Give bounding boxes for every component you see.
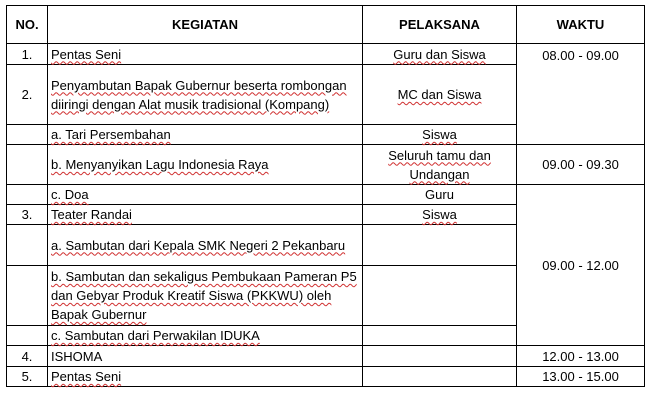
row-kegiatan-text: c. Doa <box>51 187 89 202</box>
row-kegiatan-text: Penyambutan Bapak Gubernur beserta rombongan diiringi dengan Alat musik tradisional (Kompang) <box>51 77 347 112</box>
schedule-table <box>6 5 645 387</box>
row-pelaksana <box>363 346 517 367</box>
waktu-cell: 09.00 - 12.00 <box>517 185 645 346</box>
row-pelaksana <box>363 367 517 387</box>
row-kegiatan-text: Teater Randai <box>51 207 132 222</box>
row-no: 1. <box>7 44 48 65</box>
row-pelaksana <box>363 125 517 145</box>
row-pelaksana <box>363 205 517 225</box>
row-pelaksana <box>363 145 517 185</box>
waktu-cell: 09.00 - 09.30 <box>517 145 645 185</box>
row-pelaksana-text: Siswa <box>422 207 457 222</box>
row-no <box>7 125 48 145</box>
waktu-cell: 12.00 - 13.00 <box>517 346 645 367</box>
row-pelaksana-text: Siswa <box>422 127 457 142</box>
row-no <box>7 185 48 205</box>
row-no: 3. <box>7 205 48 225</box>
row-kegiatan <box>48 145 363 185</box>
row-pelaksana-text: Guru dan Siswa <box>393 46 486 62</box>
header-kegiatan: KEGIATAN <box>48 6 363 44</box>
table-row <box>7 145 645 185</box>
row-kegiatan <box>48 266 363 326</box>
row-kegiatan-text: Pentas Seni <box>51 369 122 384</box>
row-kegiatan <box>48 367 363 387</box>
row-kegiatan-text: a. Tari Persembahan <box>51 127 171 142</box>
row-pelaksana: Guru <box>363 185 517 205</box>
row-kegiatan-text: Pentas Seni <box>51 46 122 62</box>
row-kegiatan <box>48 326 363 346</box>
table-row <box>7 367 645 387</box>
row-pelaksana <box>363 225 517 266</box>
row-kegiatan <box>48 185 363 205</box>
row-no <box>7 145 48 185</box>
row-kegiatan <box>48 65 363 125</box>
row-kegiatan <box>48 225 363 266</box>
row-no <box>7 225 48 266</box>
row-kegiatan-text: b. Sambutan dan sekaligus Pembukaan Pameran P5 dan Gebyar Produk Kreatif Siswa (PKKWU) oleh Bapak Gubernur <box>51 269 357 322</box>
row-pelaksana <box>363 266 517 326</box>
row-no: 2. <box>7 65 48 125</box>
row-no: 5. <box>7 367 48 387</box>
row-pelaksana <box>363 326 517 346</box>
row-kegiatan <box>48 205 363 225</box>
row-kegiatan: ISHOMA <box>48 346 363 367</box>
table-row <box>7 44 645 65</box>
header-pelaksana: PELAKSANA <box>363 6 517 44</box>
row-pelaksana <box>363 65 517 125</box>
table-row <box>7 185 645 205</box>
row-pelaksana-text: MC dan Siswa <box>397 87 482 102</box>
header-waktu: WAKTU <box>517 6 645 44</box>
table-row <box>7 346 645 367</box>
row-kegiatan-text: c. Sambutan dari Perwakilan IDUKA <box>51 328 260 343</box>
header-no: NO. <box>7 6 48 44</box>
row-kegiatan <box>48 44 363 65</box>
row-no: 4. <box>7 346 48 367</box>
row-no <box>7 326 48 346</box>
waktu-cell: 08.00 - 09.00 <box>517 44 645 145</box>
row-pelaksana <box>363 44 517 65</box>
row-kegiatan <box>48 125 363 145</box>
row-no <box>7 266 48 326</box>
row-kegiatan-text: b. Menyanyikan Lagu Indonesia Raya <box>51 157 269 172</box>
header-row <box>7 6 645 44</box>
row-kegiatan-text: a. Sambutan dari Kepala SMK Negeri 2 Pekanbaru <box>51 237 346 253</box>
row-pelaksana-text: Seluruh tamu dan Undangan <box>388 147 491 182</box>
waktu-cell: 13.00 - 15.00 <box>517 367 645 387</box>
